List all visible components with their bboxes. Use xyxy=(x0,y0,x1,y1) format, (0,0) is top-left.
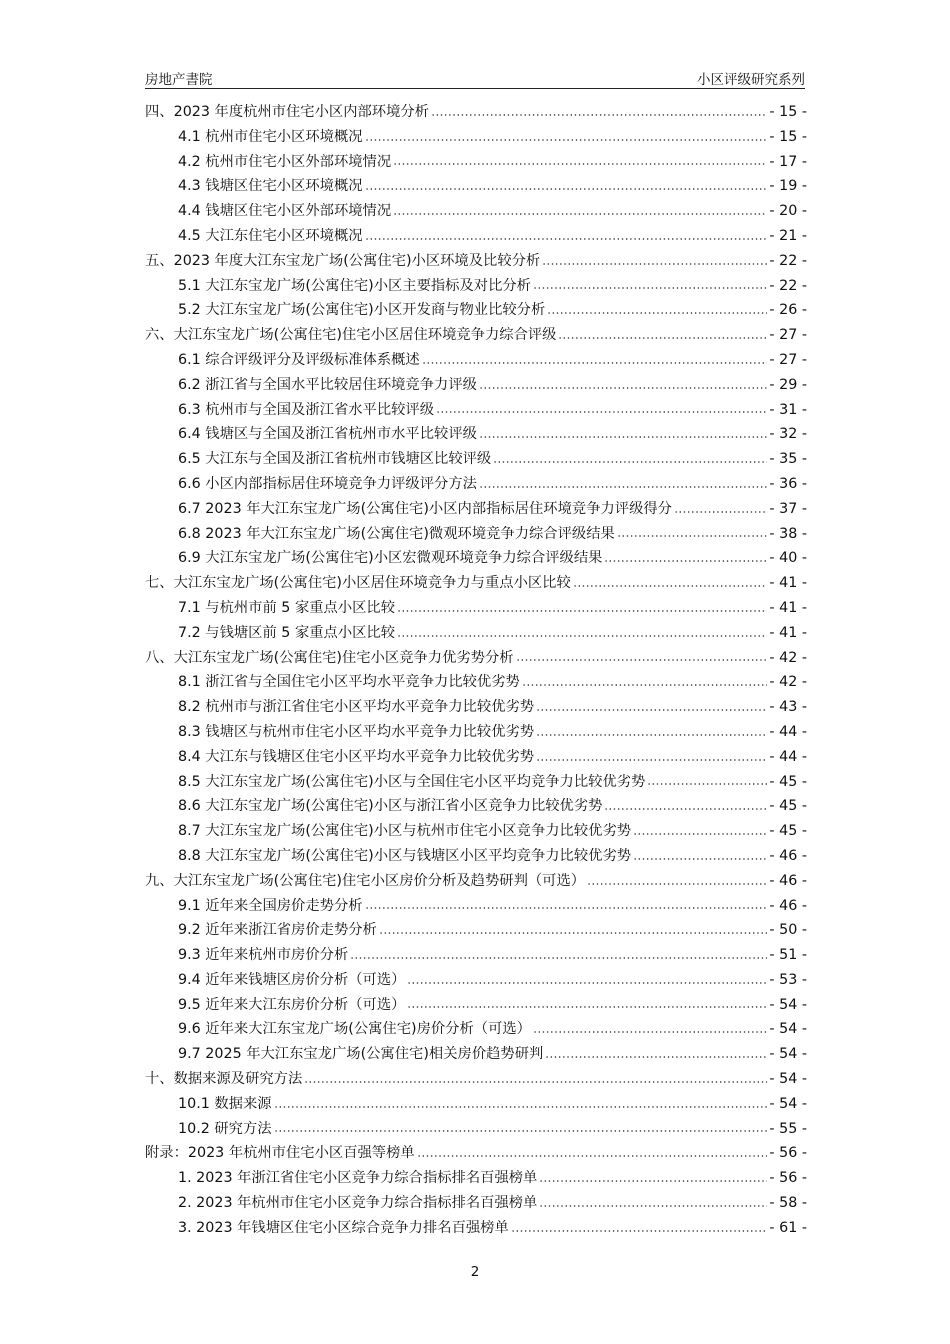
toc-page-number: - 37 - xyxy=(769,500,807,517)
toc-page-number: - 54 - xyxy=(769,1021,807,1038)
toc-entry-title: 4.5 大江东住宅小区环境概况 xyxy=(178,227,363,244)
toc-section-entry[interactable] xyxy=(145,670,807,695)
toc-page-number: - 61 - xyxy=(769,1219,807,1236)
toc-section-entry[interactable] xyxy=(145,447,807,472)
toc-dot-leader xyxy=(516,657,768,663)
toc-section-entry[interactable] xyxy=(145,770,807,795)
toc-entry-title: 6.8 2023 年大江东宝龙广场(公寓住宅)微观环境竞争力综合评级结果 xyxy=(178,525,615,542)
toc-section-entry[interactable] xyxy=(145,348,807,373)
toc-entry-title: 9.2 近年来浙江省房价走势分析 xyxy=(178,922,377,939)
toc-dot-leader xyxy=(493,459,767,465)
toc-dot-leader xyxy=(633,856,767,862)
toc-section-entry[interactable] xyxy=(145,894,807,919)
toc-entry-title: 4.3 钱塘区住宅小区环境概况 xyxy=(178,178,363,195)
toc-dot-leader xyxy=(397,608,767,614)
toc-entry-title: 四、2023 年度杭州市住宅小区内部环境分析 xyxy=(145,104,429,120)
toc-entry-title: 6.9 大江东宝龙广场(公寓住宅)小区宏微观环境竞争力综合评级结果 xyxy=(178,550,603,567)
toc-dot-leader xyxy=(539,1178,767,1184)
toc-dot-leader xyxy=(558,335,767,341)
toc-chapter-entry[interactable] xyxy=(145,646,807,671)
toc-entry-title: 5.2 大江东宝龙广场(公寓住宅)小区开发商与物业比较分析 xyxy=(178,302,546,319)
toc-section-entry[interactable] xyxy=(145,1117,807,1142)
toc-entry-title: 4.4 钱塘区住宅小区外部环境情况 xyxy=(178,203,392,220)
toc-page-number: - 46 - xyxy=(769,897,807,914)
toc-page-number: - 54 - xyxy=(769,1046,807,1063)
toc-entry-title: 10.2 研究方法 xyxy=(178,1120,272,1137)
toc-dot-leader xyxy=(407,1004,767,1010)
toc-section-entry[interactable] xyxy=(145,1216,807,1241)
toc-page-number: - 54 - xyxy=(769,996,807,1013)
toc-dot-leader xyxy=(536,707,767,713)
toc-page-number: - 36 - xyxy=(769,475,807,492)
toc-page-number: - 26 - xyxy=(769,302,807,319)
toc-page-number: - 29 - xyxy=(769,376,807,393)
toc-entry-title: 8.8 大江东宝龙广场(公寓住宅)小区与钱塘区小区平均竞争力比较优劣势 xyxy=(178,847,632,864)
toc-entry-title: 4.1 杭州市住宅小区环境概况 xyxy=(178,128,363,145)
toc-dot-leader xyxy=(479,484,767,490)
toc-page-number: - 43 - xyxy=(769,699,807,716)
toc-page-number: - 45 - xyxy=(769,773,807,790)
toc-dot-leader xyxy=(436,409,767,415)
toc-entry-title: 6.5 大江东与全国及浙江省杭州市钱塘区比较评级 xyxy=(178,451,492,468)
toc-dot-leader xyxy=(479,385,767,391)
toc-entry-title: 十、数据来源及研究方法 xyxy=(145,1071,303,1088)
toc-page-number: - 53 - xyxy=(769,971,807,988)
toc-dot-leader xyxy=(422,360,768,366)
toc-section-entry[interactable] xyxy=(145,1092,807,1117)
toc-page-number: - 32 - xyxy=(769,426,807,443)
toc-section-entry[interactable] xyxy=(145,150,807,175)
toc-section-entry[interactable] xyxy=(145,125,807,150)
toc-page-number: - 56 - xyxy=(769,1145,807,1162)
toc-section-entry[interactable] xyxy=(145,199,807,224)
toc-dot-leader xyxy=(547,310,767,316)
toc-chapter-entry[interactable] xyxy=(145,869,807,894)
page-header xyxy=(145,66,805,89)
toc-entry-title: 5.1 大江东宝龙广场(公寓住宅)小区主要指标及对比分析 xyxy=(178,277,531,294)
toc-section-entry[interactable] xyxy=(145,1017,807,1042)
toc-chapter-entry[interactable] xyxy=(145,100,807,125)
toc-page-number: - 31 - xyxy=(769,401,807,418)
toc-entry-title: 六、大江东宝龙广场(公寓住宅)住宅小区居住环境竞争力综合评级 xyxy=(145,327,557,344)
toc-section-entry[interactable] xyxy=(145,1166,807,1191)
toc-entry-title: 3. 2023 年钱塘区住宅小区综合竞争力排名百强榜单 xyxy=(178,1219,509,1236)
toc-page-number: - 22 - xyxy=(769,252,807,269)
toc-dot-leader xyxy=(397,633,767,639)
toc-entry-title: 1. 2023 年浙江省住宅小区竞争力综合指标排名百强榜单 xyxy=(178,1170,538,1187)
toc-page-number: - 38 - xyxy=(769,525,807,542)
toc-dot-leader xyxy=(617,533,768,539)
toc-entry-title: 8.4 大江东与钱塘区住宅小区平均水平竞争力比较优劣势 xyxy=(178,748,535,765)
toc-entry-title: 9.3 近年来杭州市房价分析 xyxy=(178,947,349,964)
toc-section-entry[interactable] xyxy=(145,274,807,299)
toc-entry-title: 9.1 近年来全国房价走势分析 xyxy=(178,897,363,914)
toc-page-number: - 35 - xyxy=(769,451,807,468)
toc-section-entry[interactable] xyxy=(145,497,807,522)
toc-dot-leader xyxy=(573,583,768,589)
toc-dot-leader xyxy=(604,806,767,812)
toc-dot-leader xyxy=(274,1128,768,1134)
toc-dot-leader xyxy=(304,1079,767,1085)
toc-dot-leader xyxy=(545,1054,767,1060)
toc-entry-title: 8.3 钱塘区与杭州市住宅小区平均水平竞争力比较优劣势 xyxy=(178,723,535,740)
toc-dot-leader xyxy=(393,211,767,217)
toc-dot-leader xyxy=(542,261,767,267)
toc-entry-title: 9.5 近年来大江东房价分析（可选） xyxy=(178,996,406,1013)
toc-dot-leader xyxy=(533,285,767,291)
toc-entry-title: 6.3 杭州市与全国及浙江省水平比较评级 xyxy=(178,401,435,418)
toc-page-number: - 41 - xyxy=(769,575,807,592)
toc-entry-title: 2. 2023 年杭州市住宅小区竞争力综合指标排名百强榜单 xyxy=(178,1195,538,1212)
toc-dot-leader xyxy=(417,1153,768,1159)
toc-dot-leader xyxy=(350,955,767,961)
toc-entry-title: 8.6 大江东宝龙广场(公寓住宅)小区与浙江省小区竞争力比较优劣势 xyxy=(178,798,603,815)
toc-section-entry[interactable] xyxy=(145,224,807,249)
toc-section-entry[interactable] xyxy=(145,298,807,323)
toc-dot-leader xyxy=(587,881,767,887)
header-publisher: 房地产書院 xyxy=(145,72,213,88)
toc-section-entry[interactable] xyxy=(145,819,807,844)
toc-dot-leader xyxy=(511,1228,768,1234)
toc-section-entry[interactable] xyxy=(145,1191,807,1216)
toc-entry-title: 6.4 钱塘区与全国及浙江省杭州市水平比较评级 xyxy=(178,426,477,443)
toc-dot-leader xyxy=(522,682,768,688)
toc-entry-title: 9.4 近年来钱塘区房价分析（可选） xyxy=(178,971,406,988)
toc-entry-title: 九、大江东宝龙广场(公寓住宅)住宅小区房价分析及趋势研判（可选） xyxy=(145,872,586,889)
toc-page-number: - 20 - xyxy=(769,203,807,220)
table-of-contents xyxy=(145,100,807,1241)
toc-section-entry[interactable] xyxy=(145,844,807,869)
toc-dot-leader xyxy=(479,434,767,440)
toc-entry-title: 8.5 大江东宝龙广场(公寓住宅)小区与全国住宅小区平均竞争力比较优劣势 xyxy=(178,773,646,790)
toc-page-number: - 56 - xyxy=(769,1170,807,1187)
toc-section-entry[interactable] xyxy=(145,1042,807,1067)
toc-dot-leader xyxy=(365,186,768,192)
toc-page-number: - 51 - xyxy=(769,947,807,964)
toc-entry-title: 7.1 与杭州市前 5 家重点小区比较 xyxy=(178,599,396,616)
toc-chapter-entry[interactable] xyxy=(145,323,807,348)
toc-section-entry[interactable] xyxy=(145,596,807,621)
toc-dot-leader xyxy=(604,558,767,564)
toc-page-number: - 44 - xyxy=(769,748,807,765)
toc-section-entry[interactable] xyxy=(145,373,807,398)
toc-dot-leader xyxy=(393,161,767,167)
toc-section-entry[interactable] xyxy=(145,695,807,720)
toc-section-entry[interactable] xyxy=(145,472,807,497)
toc-dot-leader xyxy=(379,930,768,936)
toc-page-number: - 42 - xyxy=(769,674,807,691)
toc-dot-leader xyxy=(674,509,767,515)
toc-page-number: - 22 - xyxy=(769,277,807,294)
toc-entry-title: 10.1 数据来源 xyxy=(178,1095,272,1112)
toc-dot-leader xyxy=(539,1203,767,1209)
toc-dot-leader xyxy=(536,757,767,763)
toc-section-entry[interactable] xyxy=(145,621,807,646)
toc-section-entry[interactable] xyxy=(145,943,807,968)
toc-page-number: - 55 - xyxy=(769,1120,807,1137)
toc-page-number: - 54 - xyxy=(769,1071,807,1088)
toc-entry-title: 9.7 2025 年大江东宝龙广场(公寓住宅)相关房价趋势研判 xyxy=(178,1046,544,1063)
toc-page-number: - 44 - xyxy=(769,723,807,740)
toc-page-number: - 21 - xyxy=(769,227,807,244)
toc-section-entry[interactable] xyxy=(145,546,807,571)
toc-chapter-entry[interactable] xyxy=(145,249,807,274)
toc-entry-title: 8.7 大江东宝龙广场(公寓住宅)小区与杭州市住宅小区竞争力比较优劣势 xyxy=(178,823,632,840)
toc-dot-leader xyxy=(533,1029,767,1035)
toc-page-number: - 19 - xyxy=(769,178,807,195)
toc-dot-leader xyxy=(536,732,767,738)
toc-page-number: - 46 - xyxy=(769,872,807,889)
page-number: 2 xyxy=(470,1264,480,1280)
toc-section-entry[interactable] xyxy=(145,918,807,943)
toc-page-number: - 40 - xyxy=(769,550,807,567)
toc-chapter-entry[interactable] xyxy=(145,1067,807,1092)
toc-entry-title: 7.2 与钱塘区前 5 家重点小区比较 xyxy=(178,624,396,641)
toc-entry-title: 4.2 杭州市住宅小区外部环境情况 xyxy=(178,153,392,170)
toc-page-number: - 45 - xyxy=(769,798,807,815)
toc-entry-title: 附录：2023 年杭州市住宅小区百强等榜单 xyxy=(145,1145,415,1162)
toc-entry-title: 6.7 2023 年大江东宝龙广场(公寓住宅)小区内部指标居住环境竞争力评级得分 xyxy=(178,500,672,517)
toc-page-number: - 45 - xyxy=(769,823,807,840)
toc-dot-leader xyxy=(407,980,767,986)
toc-section-entry[interactable] xyxy=(145,398,807,423)
toc-dot-leader xyxy=(647,781,767,787)
toc-page-number: - 58 - xyxy=(769,1195,807,1212)
toc-section-entry[interactable] xyxy=(145,174,807,199)
toc-page-number: - 15 - xyxy=(769,104,807,120)
toc-entry-title: 七、大江东宝龙广场(公寓住宅)小区居住环境竞争力与重点小区比较 xyxy=(145,575,571,592)
toc-section-entry[interactable] xyxy=(145,720,807,745)
toc-page-number: - 42 - xyxy=(769,649,807,666)
toc-page-number: - 41 - xyxy=(769,624,807,641)
toc-section-entry[interactable] xyxy=(145,794,807,819)
toc-page-number: - 46 - xyxy=(769,847,807,864)
toc-page-number: - 15 - xyxy=(769,128,807,145)
toc-section-entry[interactable] xyxy=(145,522,807,547)
toc-page-number: - 27 - xyxy=(769,351,807,368)
toc-dot-leader xyxy=(365,137,768,143)
toc-page-number: - 50 - xyxy=(769,922,807,939)
toc-entry-title: 6.6 小区内部指标居住环境竞争力评级评分方法 xyxy=(178,475,477,492)
toc-entry-title: 8.1 浙江省与全国住宅小区平均水平竞争力比较优劣势 xyxy=(178,674,520,691)
toc-entry-title: 8.2 杭州市与浙江省住宅小区平均水平竞争力比较优劣势 xyxy=(178,699,535,716)
toc-entry-title: 6.1 综合评级评分及评级标准体系概述 xyxy=(178,351,420,368)
toc-section-entry[interactable] xyxy=(145,422,807,447)
toc-dot-leader xyxy=(274,1104,768,1110)
toc-page-number: - 27 - xyxy=(769,327,807,344)
header-series-title: 小区评级研究系列 xyxy=(697,72,805,88)
toc-entry-title: 五、2023 年度大江东宝龙广场(公寓住宅)小区环境及比较分析 xyxy=(145,252,541,269)
toc-page-number: - 41 - xyxy=(769,599,807,616)
toc-chapter-entry[interactable] xyxy=(145,571,807,596)
toc-section-entry[interactable] xyxy=(145,993,807,1018)
toc-entry-title: 八、大江东宝龙广场(公寓住宅)住宅小区竞争力优劣势分析 xyxy=(145,649,514,666)
toc-dot-leader xyxy=(365,905,768,911)
toc-page-number: - 54 - xyxy=(769,1095,807,1112)
toc-dot-leader xyxy=(633,831,767,837)
toc-section-entry[interactable] xyxy=(145,745,807,770)
toc-entry-title: 9.6 近年来大江东宝龙广场(公寓住宅)房价分析（可选） xyxy=(178,1021,531,1038)
toc-page-number: - 17 - xyxy=(769,153,807,170)
toc-entry-title: 6.2 浙江省与全国水平比较居住环境竞争力评级 xyxy=(178,376,477,393)
toc-chapter-entry[interactable] xyxy=(145,1141,807,1166)
toc-dot-leader xyxy=(365,236,768,242)
toc-dot-leader xyxy=(431,112,767,118)
toc-section-entry[interactable] xyxy=(145,968,807,993)
